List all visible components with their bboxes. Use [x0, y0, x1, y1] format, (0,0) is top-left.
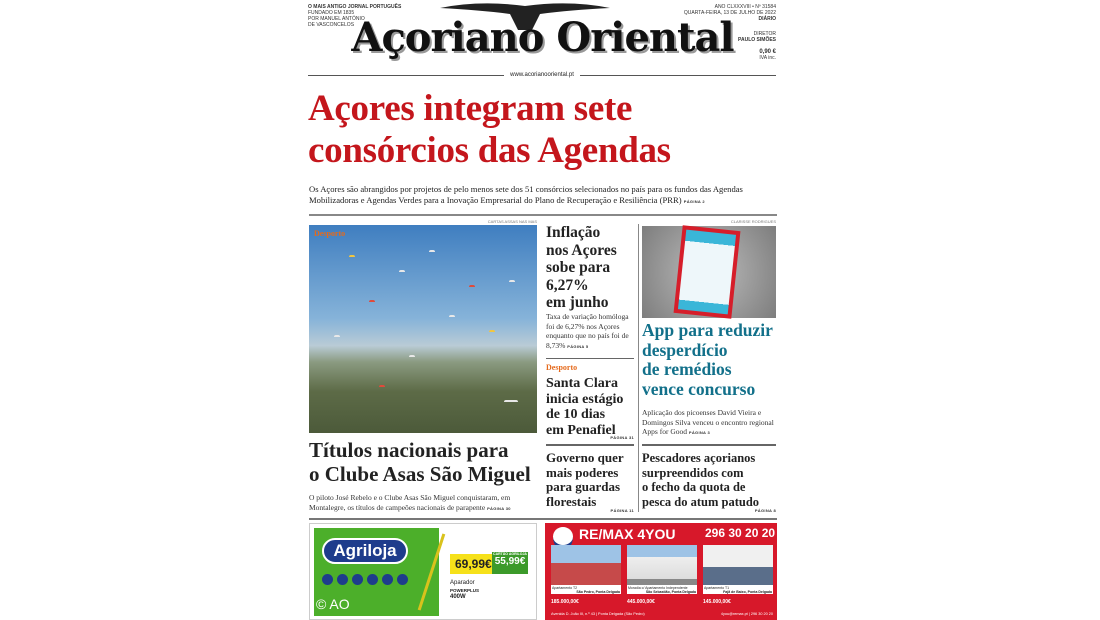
director-label: DIRETOR: [753, 31, 776, 37]
page-ref: PÁGINA 3: [688, 430, 711, 435]
headline-line: pesca do atum patudo: [642, 494, 760, 509]
headline-line: inicia estágio: [546, 391, 624, 407]
promo-label: CARTÃO AGRILOJA: [493, 552, 527, 556]
listing-card[interactable]: [551, 545, 621, 605]
page-ref: PÁGINA 2: [683, 199, 705, 204]
frequency: DIÁRIO: [758, 16, 776, 22]
headline-line: mais poderes: [546, 464, 619, 480]
lead-headline: [308, 88, 778, 172]
headline-line: desperdício: [642, 339, 728, 360]
headline-line: App para reduzir: [642, 320, 773, 340]
headline-line: florestais: [546, 493, 597, 509]
product-brand: POWERPLUS: [450, 588, 480, 593]
product-info: [450, 580, 479, 601]
headline-line: Títulos nacionais para: [309, 438, 509, 462]
photo-credit: CARTAS ASSAS NAS MAS: [487, 219, 537, 224]
headline-line: em Penafiel: [546, 422, 616, 438]
masthead-title: Açoriano Oriental: [351, 14, 734, 61]
listing-price: 185.000,00€: [551, 599, 579, 605]
promo-price: 55,99€: [494, 556, 526, 567]
headline-line: de remédios: [642, 359, 732, 379]
remax-phone[interactable]: 296 30 20 20: [705, 526, 776, 540]
issue-number: ANO CLXXXVIII • Nº 31584: [714, 4, 776, 10]
governo-headline: [546, 451, 636, 509]
photo-credit: CLARISSE RODRIGUES: [730, 219, 776, 224]
kicker-desporto: Desporto: [314, 229, 346, 238]
price: 0,90 €: [759, 49, 776, 55]
app-phone-photo: [642, 226, 776, 318]
agriloja-ad[interactable]: [309, 523, 537, 620]
listing-type: Apartamento T1: [704, 586, 730, 590]
divider: [546, 358, 634, 359]
masthead-right-info: [680, 4, 776, 61]
left-headline: [309, 438, 539, 486]
inflacao-headline: [546, 224, 636, 312]
listing-price: 145.000,00€: [703, 599, 731, 605]
lead-headline-line: consórcios das Agendas: [308, 130, 671, 171]
headline-line: Governo quer: [546, 450, 624, 465]
kicker-desporto: Desporto: [546, 363, 578, 372]
director-name: PAULO SIMÕES: [738, 37, 776, 43]
body-text: O piloto José Rebelo e o Clube Asas São Miguel conquistaram, em Montalegre, os títulos de campeões nacionais de parapente: [309, 493, 511, 512]
lede-text: Os Açores são abrangidos por projetos de pelo menos sete dos 51 consórcios selecionados no país para os fundos das Agendas Mobilizadoras e Agendas Verdes para a Inovação Empresarial do Plano de Recuperação e Resiliência (PRR): [309, 184, 743, 205]
site-url[interactable]: www.acorianooriental.pt: [510, 72, 574, 78]
page-ref: PÁGINA 8: [754, 508, 776, 513]
divider: [546, 444, 634, 446]
headline-line: Santa Clara: [546, 376, 618, 391]
agriloja-logo: Agriloja: [322, 538, 408, 564]
paragliders-photo: [309, 225, 537, 433]
site-url-bar: [308, 72, 776, 78]
founded: FUNDADO EM 1835: [308, 10, 355, 16]
price-tag: 69,99€: [450, 554, 497, 574]
page-ref: PÁGINA 5: [567, 343, 589, 349]
remax-ad[interactable]: [545, 523, 777, 620]
headline-line: para guardas: [546, 479, 621, 494]
body-text: Aplicação dos picoenses David Vieira e Domingos Silva venceu o encontro regional Apps for Good: [642, 408, 774, 436]
listing-card[interactable]: [703, 545, 773, 605]
santa-clara-headline: [546, 376, 636, 438]
founder-2: DE VASCONCELOS: [308, 22, 355, 28]
product-power: 400W: [450, 594, 466, 600]
headline-line: surpreendidos com: [642, 465, 744, 480]
divider: [309, 518, 777, 520]
listing-card[interactable]: [627, 545, 697, 605]
headline-line: nos Açores: [546, 241, 617, 259]
divider: [642, 444, 776, 446]
lead-headline-line: Açores integram sete: [308, 88, 633, 129]
product-name: Aparador: [450, 580, 475, 586]
page-ref: PÁGINA 11: [610, 508, 634, 513]
listing-price: 445.000,00€: [627, 599, 655, 605]
app-headline: [642, 321, 782, 399]
listing-type: Apartamento T2: [552, 586, 578, 590]
category-icons: [322, 574, 408, 585]
issue-date: QUARTA-FEIRA, 13 DE JULHO DE 2022: [683, 10, 776, 16]
headline-line: sobe para: [546, 259, 611, 276]
headline-line: o fecho da quota de: [642, 480, 746, 494]
remax-contact[interactable]: 4you@remax.pt | 296 30 20 20: [720, 612, 773, 616]
watermark: © AO: [316, 596, 350, 612]
promo-tag: [492, 552, 528, 574]
divider: [309, 214, 777, 216]
headline-line: Inflação: [546, 224, 601, 241]
headline-line: Pescadores açorianos: [642, 451, 756, 465]
founder: POR MANUEL ANTÓNIO: [308, 16, 365, 22]
column-divider: [638, 224, 639, 512]
pescadores-headline: [642, 451, 782, 509]
page-ref: PÁGINA 30: [487, 505, 511, 511]
listing-location: São Sebastião, Ponta Delgada: [645, 590, 696, 594]
remax-logo: RE/MAX 4YOU: [579, 526, 676, 542]
listings: [551, 545, 773, 605]
tagline: O MAIS ANTIGO JORNAL PORTUGUÊS: [308, 4, 402, 10]
inflacao-body: [546, 312, 634, 351]
remax-address: Avenida D. João III, n.º 43 | Ponta Delgada (São Pedro): [551, 612, 645, 616]
lead-lede: [309, 184, 777, 207]
body-text: Taxa de variação homóloga foi de 6,27% nos Açores enquanto que no país foi de 8,73%: [546, 312, 629, 350]
headline-line: o Clube Asas São Miguel: [309, 462, 531, 486]
left-body: [309, 493, 539, 513]
headline-line: de 10 dias: [546, 407, 606, 422]
headline-line: em junho: [546, 294, 609, 311]
listing-location: Fajã de Baixo, Ponta Delgada: [723, 590, 772, 594]
headline-line: 6,27%: [546, 276, 589, 294]
price-note: IVA inc.: [759, 55, 776, 61]
headline-line: vence concurso: [642, 378, 756, 399]
listing-location: São Pedro, Ponta Delgada: [576, 590, 620, 594]
listing-type: Moradia c/ Apartamento Independente: [628, 586, 688, 590]
app-body: [642, 408, 776, 438]
page-ref: PÁGINA 31: [610, 435, 634, 440]
